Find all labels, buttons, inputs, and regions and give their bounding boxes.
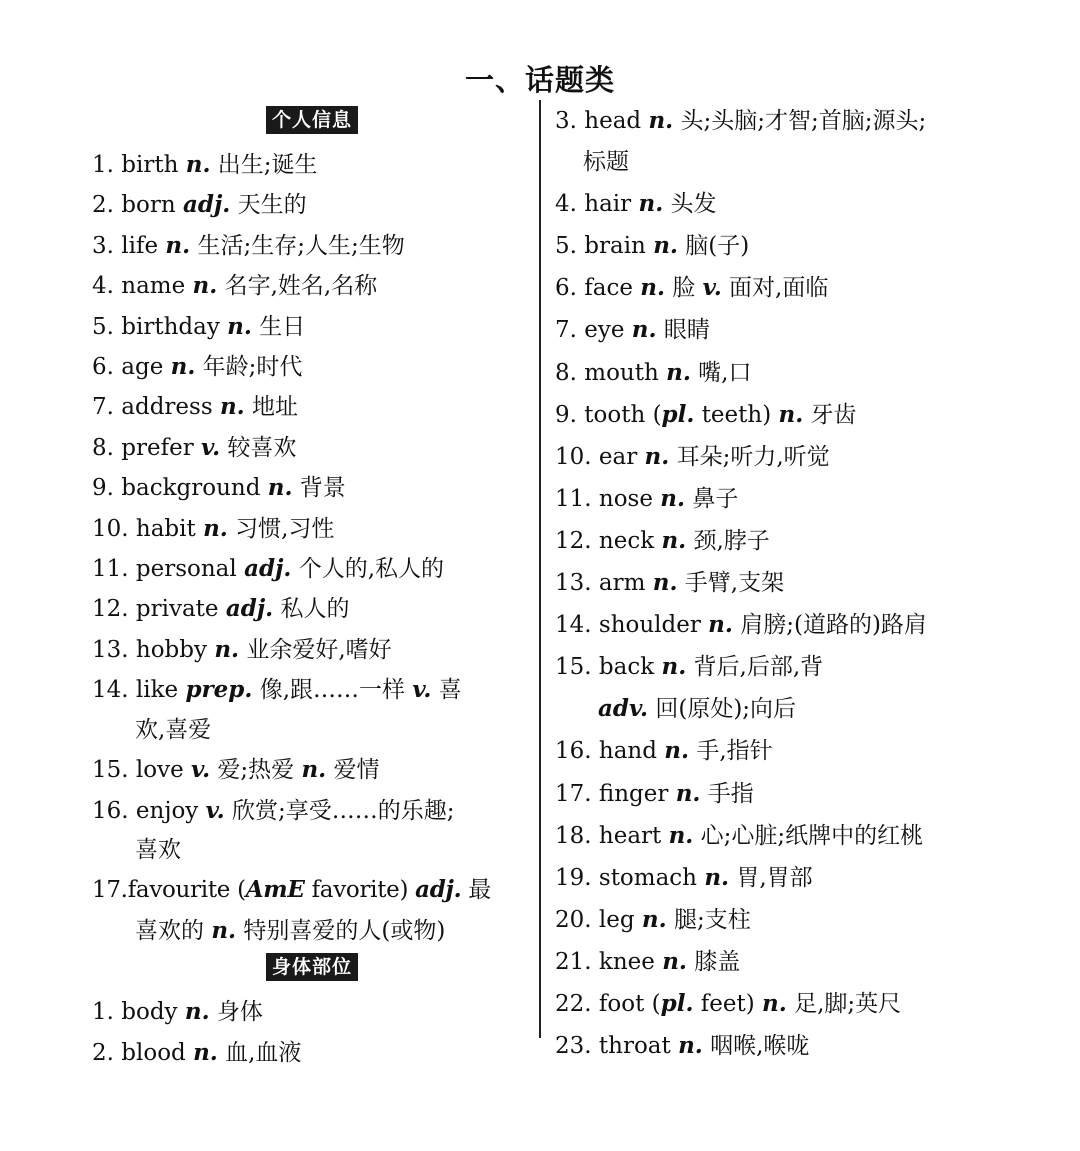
vocab-entry: 1. body n. 身体 <box>92 998 263 1026</box>
vocab-entry: 2. born adj. 天生的 <box>92 191 307 219</box>
vocab-entry: 9. tooth (pl. teeth) n. 牙齿 <box>555 400 857 428</box>
vocab-entry: 7. eye n. 眼睛 <box>555 316 710 344</box>
page-title: 一、话题类 <box>464 63 615 97</box>
vocab-entry: 10. habit n. 习惯,习性 <box>92 514 335 542</box>
vocab-entry: 7. address n. 地址 <box>92 393 298 421</box>
vocab-entry-continuation: 喜欢的 n. 特别喜爱的人(或物) <box>135 916 446 944</box>
vocab-entry: 20. leg n. 腿;支柱 <box>555 905 751 933</box>
vocab-entry: 23. throat n. 咽喉,喉咙 <box>555 1032 810 1060</box>
vocab-entry: 6. age n. 年龄;时代 <box>92 353 303 381</box>
vocab-entry: 2. blood n. 血,血液 <box>92 1038 302 1066</box>
vocab-entry: 13. arm n. 手臂,支架 <box>555 569 785 597</box>
vocab-entry: 11. personal adj. 个人的,私人的 <box>92 555 445 583</box>
vocab-entry: 8. mouth n. 嘴,口 <box>555 358 752 386</box>
vocab-entry: 5. brain n. 脑(子) <box>555 232 750 260</box>
vocab-entry-continuation: 标题 <box>583 149 629 176</box>
vocab-entry: 3. life n. 生活;生存;人生;生物 <box>92 231 405 259</box>
section-header-label: 身体部位 <box>266 953 358 981</box>
vocab-list-personal-info <box>92 145 532 951</box>
vocab-list-body-parts <box>92 992 532 1073</box>
vocab-entry: 21. knee n. 膝盖 <box>555 947 741 975</box>
vocab-entry: 16. enjoy v. 欣赏;享受……的乐趣; <box>92 796 455 824</box>
vocab-entry-continuation: 欢,喜爱 <box>135 716 212 743</box>
vocab-entry: 4. hair n. 头发 <box>555 190 717 218</box>
section-header-body-parts <box>92 953 532 983</box>
vocab-entry: 19. stomach n. 胃,胃部 <box>555 863 813 891</box>
vocab-entry: 10. ear n. 耳朵;听力,听觉 <box>555 442 830 470</box>
vocab-entry: 8. prefer v. 较喜欢 <box>92 433 297 461</box>
section-header-label: 个人信息 <box>266 106 358 134</box>
vocab-entry-continuation: 喜欢 <box>135 836 181 863</box>
vocab-entry: 13. hobby n. 业余爱好,嗜好 <box>92 635 392 663</box>
vocab-entry: 4. name n. 名字,姓名,名称 <box>92 272 378 300</box>
vocab-entry: 15. love v. 爱;热爱 n. 爱情 <box>92 756 380 784</box>
left-column <box>92 106 532 1073</box>
vocab-entry: 18. heart n. 心;心脏;纸牌中的红桃 <box>555 821 924 849</box>
vocab-entry: 12. neck n. 颈,脖子 <box>555 526 770 554</box>
vocab-entry: 11. nose n. 鼻子 <box>555 484 739 512</box>
vocab-entry: 5. birthday n. 生日 <box>92 312 306 340</box>
vocab-entry: 15. back n. 背后,后部,背 <box>555 653 824 681</box>
vocab-entry: 22. foot (pl. feet) n. 足,脚;英尺 <box>555 989 902 1017</box>
vocab-entry: 1. birth n. 出生;诞生 <box>92 151 318 178</box>
vocab-entry: 9. background n. 背景 <box>92 474 346 502</box>
vocab-entry: 17. finger n. 手指 <box>555 779 754 807</box>
vocab-entry: 16. hand n. 手,指针 <box>555 737 773 765</box>
vocab-entry: 3. head n. 头;头脑;才智;首脑;源头; <box>555 107 927 134</box>
right-column <box>555 100 995 1067</box>
vocab-entry-continuation: adv. 回(原处);向后 <box>598 695 797 723</box>
vocab-list-body-parts-cont <box>555 100 995 1067</box>
vocab-entry: 14. like prep. 像,跟……一样 v. 喜 <box>92 676 462 704</box>
column-divider <box>539 100 541 1038</box>
vocab-entry: 12. private adj. 私人的 <box>92 595 350 623</box>
section-header-personal-info <box>92 106 532 136</box>
vocab-entry: 14. shoulder n. 肩膀;(道路的)路肩 <box>555 611 927 639</box>
vocab-entry: 6. face n. 脸 v. 面对,面临 <box>555 274 829 302</box>
vocab-entry: 17.favourite (AmE favorite) adj. 最 <box>92 876 491 904</box>
